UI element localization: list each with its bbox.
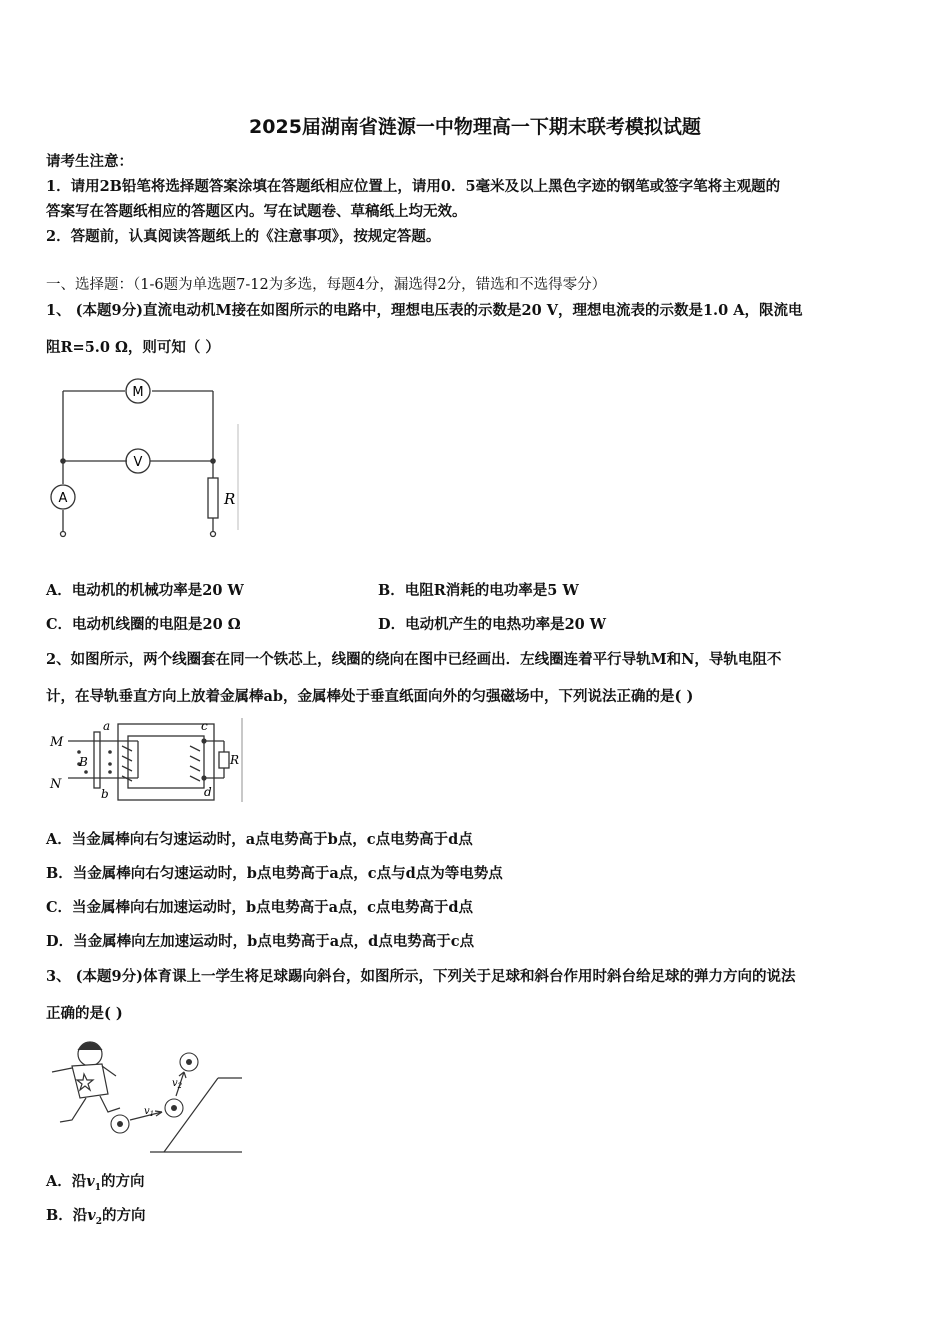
voltmeter-label: V	[133, 455, 143, 470]
point-d-label: d	[204, 785, 212, 799]
q3-option-b[interactable]	[46, 1206, 145, 1232]
q1-option-a[interactable]: A．电动机的机械功率是20 W	[46, 582, 244, 599]
q2-option-a[interactable]: A．当金属棒向右匀速运动时，a点电势高于b点，c点电势高于d点	[46, 831, 473, 848]
point-a-label: a	[103, 719, 111, 733]
q2-stem-line2: 计，在导轨垂直方向上放着金属棒ab，金属棒处于垂直纸面向外的匀强磁场中，下列说法正确的是( )	[46, 688, 694, 705]
notice-item2: 2．答题前，认真阅读答题纸上的《注意事项》，按规定答题。	[46, 228, 441, 245]
field-b-label: B	[79, 755, 88, 769]
section-heading: 一、选择题：（1-6题为单选题7-12为多选，每题4分，漏选得2分，错选和不选得零分）	[46, 277, 607, 293]
q2-stem-line1: 2、如图所示，两个线圈套在同一个铁芯上，线圈的绕向在图中已经画出．左线圈连着平行导轨M和N，导轨电阻不	[46, 651, 782, 668]
resistor-r-label: R	[230, 753, 240, 767]
q3-option-b-prefix: B．沿	[46, 1207, 88, 1224]
q3-option-a[interactable]	[46, 1172, 144, 1198]
q1-option-d[interactable]: D．电动机产生的电热功率是20 W	[378, 616, 607, 633]
q3-option-b-var: v	[87, 1207, 96, 1224]
rail-n-label: N	[50, 777, 62, 792]
q3-option-a-var: v	[86, 1173, 95, 1190]
q3-stem-line1: 3、 (本题9分)体育课上一学生将足球踢向斜台，如图所示，下列关于足球和斜台作用时斜台给足球的弹力方向的说法	[46, 968, 796, 985]
rail-m-label: M	[50, 735, 64, 750]
q1-option-b[interactable]: B．电阻R消耗的电功率是5 W	[378, 582, 579, 599]
svg-text:v1	[144, 1106, 154, 1118]
point-b-label: b	[101, 787, 109, 801]
ammeter-label: A	[58, 491, 68, 506]
notice-item1-line2: 答案写在答题纸相应的答题区内。写在试题卷、草稿纸上均无效。	[46, 203, 467, 220]
q2-option-d[interactable]: D．当金属棒向左加速运动时，b点电势高于a点，d点电势高于c点	[46, 933, 475, 950]
q3-option-a-sub: 1	[94, 1182, 101, 1193]
q1-stem-line1: 1、 (本题9分)直流电动机M接在如图所示的电路中，理想电压表的示数是20 V，理想电流表的示数是1.0 A，限流电	[46, 302, 803, 319]
v1-label-sub: 1	[149, 1110, 155, 1118]
notice-heading: 请考生注意：	[46, 153, 133, 170]
motor-label: M	[132, 385, 144, 400]
resistor-label: R	[224, 490, 236, 508]
q3-football-figure	[46, 1036, 246, 1160]
notice-item1-line1: 1．请用2B铅笔将选择题答案涂填在答题纸相应位置上，请用0．5毫米及以上黑色字迹的钢笔或签字笔将主观题的	[46, 178, 781, 195]
q3-option-a-prefix: A．沿	[46, 1173, 87, 1190]
v2-label: v	[172, 1078, 178, 1089]
q2-option-b[interactable]: B．当金属棒向右匀速运动时，b点电势高于a点，c点与d点为等电势点	[46, 865, 503, 882]
v2-label-sub: 2	[177, 1082, 183, 1090]
q3-stem-line2: 正确的是( )	[46, 1005, 123, 1022]
v1-label: v	[144, 1106, 150, 1117]
point-c-label: c	[201, 719, 208, 733]
q1-option-c[interactable]: C．电动机线圈的电阻是20 Ω	[46, 616, 241, 633]
q2-option-c[interactable]: C．当金属棒向右加速运动时，b点电势高于a点，c点电势高于d点	[46, 899, 474, 916]
page-title: 2025届湖南省涟源一中物理高一下期末联考模拟试题	[249, 116, 701, 138]
q1-circuit-figure	[46, 372, 246, 544]
q3-option-a-suffix: 的方向	[100, 1173, 145, 1190]
q3-option-b-suffix: 的方向	[101, 1207, 146, 1224]
q2-transformer-figure	[46, 716, 246, 806]
q1-stem-line2: 阻R=5.0 Ω，则可知（ ）	[46, 339, 220, 356]
q3-option-b-sub: 2	[95, 1216, 102, 1227]
